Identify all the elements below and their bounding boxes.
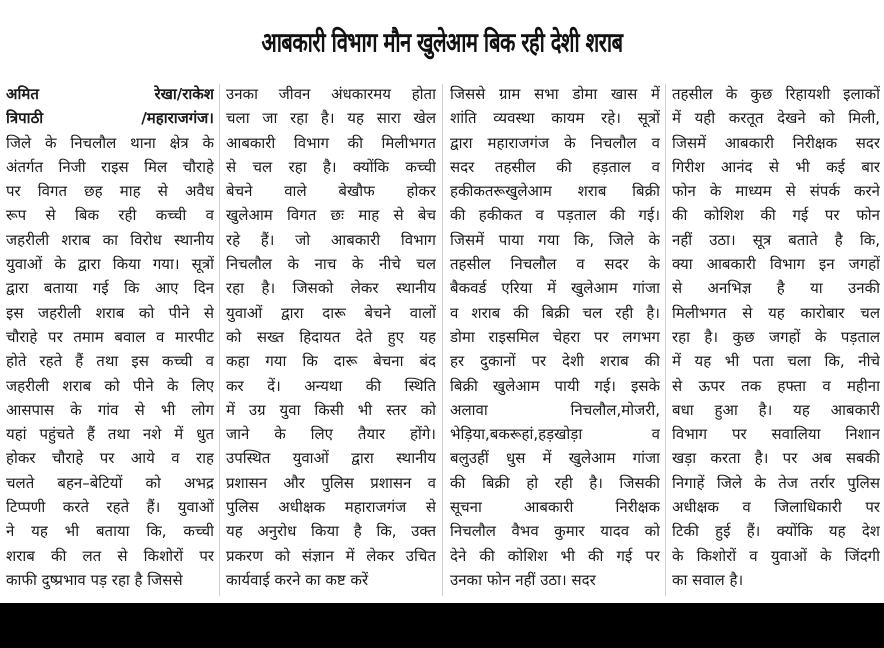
article-text-line: बलुउहीं धुस में खुलेआम गांजा [450,449,660,468]
article-text-line: जहरीली शराब का विरोध स्थानीय [6,230,214,249]
article-text-line: उनका जीवन अंधकारमय होता [226,85,436,103]
article-text-line: बधा हुआ है। यह आबकारी [672,400,880,419]
article-text-line: जिससे ग्राम सभा डोमा खास में [450,85,660,103]
article-text-line: निगाहें जिले के तेज तर्रार पुलिस [672,473,880,492]
article-text-line: बैकवर्ड एरिया में खुलेआम गांजा [450,279,660,298]
article-text-line: टिप्पणी करते रहते हैं। युवाओं [6,498,214,517]
article-text-line: में यह भी पता चला कि, नीचे [672,352,880,371]
article-text-line: सदर तहसील की हड़ताल व [450,157,660,176]
article-text-line: द्वारा बताया गई कि आए दिन [6,279,214,298]
article-text-line: मिलीभगत से यह कारोबार चल [672,303,880,322]
article-text-line: होते रहते हैं तथा इस कच्ची व [6,352,214,371]
article-text-line: जिसमें पाया गया कि, जिले के [450,230,660,249]
article-text-line: यहां पहुंचते हैं तथा नशे में धुत [6,425,214,444]
article-text-line: प्रकरण को संज्ञान में लेकर उचित [226,546,436,565]
article-text-line: आसपास के गांव से भी लोग [6,400,214,419]
article-text-line: उपस्थित युवाओं द्वारा स्थानीय [226,449,436,468]
article-text-line: टिकी हुई हैं। क्योंकि यह देश [672,522,880,541]
article-text-line: चलते बहन–बेटियों को अभद्र [6,473,214,492]
article-text-line: की हकीकत व पड़ताल की गई। [450,206,660,225]
article-text-line: जिले के निचलौल थाना क्षेत्र के [6,133,214,152]
article-text-line: तहसील निचलौल व सदर के [450,255,660,274]
article-text-line: यह अनुरोध किया है कि, उक्त [226,522,436,541]
article-text-line: पुलिस अधीक्षक महाराजगंज से [226,498,436,517]
article-text-line: व शराब की बिक्री चल रही है। [450,303,660,322]
article-text-line: हर दुकानों पर देशी शराब की [450,352,660,371]
article-text-line: चौराहे पर तमाम बवाल व मारपीट [6,327,214,346]
article-text-line: के किशोरों व युवाओं के जिंदगी [672,546,880,565]
article-text-line: क्या आबकारी विभाग इन जगहों [672,255,880,274]
article-text-line: चला जा रहा है। यह सारा खेल [226,109,436,128]
article-text-line: का सवाल है। [672,570,744,589]
article-text-line: प्रशासन और पुलिस प्रशासन व [226,473,436,492]
article-text-line: निचलौल वैभव कुमार यादव को [450,522,660,541]
article-text-line: खुलेआम विगत छः माह से बेच [226,206,436,225]
article-text-line: इस जहरीली शराब को पीने से [6,303,214,322]
article-text-line: तहसील के कुछ रिहायशी इलाकों [672,85,880,103]
article-text-line: सूचना आबकारी निरीक्षक [450,498,660,517]
article-text-line: उनका फोन नहीं उठा। सदर [450,570,596,589]
byline-line: अमित रेखा/राकेश [6,85,214,103]
article-text-line: नहीं उठा। सूत्र बताते है कि, [672,230,880,249]
article-text-line: जाने के लिए तैयार होंगे। [226,425,436,444]
article-text-line: में उग्र युवा किसी भी स्तर को [226,400,436,419]
column-divider [665,84,666,596]
article-text-line: से ऊपर तक हफ्ता व महीना [672,376,880,395]
article-text-line: जहरीली शराब को पीने के लिए [6,376,214,395]
article-text-line: युवाओं के द्वारा किया गया। सूत्रों [6,255,214,274]
article-text-line: भेड़िया,बकरूहां,हड़खोड़ा व [450,425,660,444]
article-text-line: से चल रहा है। क्योंकि कच्ची [226,157,436,176]
article-text-line: रूप से बिक रही कच्ची व [6,206,214,225]
article-text-line: ने यह भी बताया कि, कच्ची [6,522,214,541]
headline: आबकारी विभाग मौन खुलेआम बिक रही देशी शराब [261,25,623,59]
article-text-line: को सख्त हिदायत देते हुए यह [226,327,436,346]
article-text-line: फोन के माध्यम से संपर्क करने [672,182,880,201]
article-text-line: रहे हैं। जो आबकारी विभाग [226,230,436,249]
article-text-line: द्वारा महाराजगंज के निचलौल व [450,133,660,152]
article-text-line: शांति व्यवस्था कायम रहे। सूत्रों [450,109,660,128]
article-text-line: आबकारी विभाग की मिलीभगत [226,133,436,152]
article-text-line: की कोशिश की गई पर फोन [672,206,880,225]
article-text-line: निचलौल के नाच के नीचे चल [226,255,436,274]
article-text-line: अंतर्गत निजी राइस मिल चौराहे [6,157,214,176]
article-text-line: जिसमें आबकारी निरीक्षक सदर [672,133,880,152]
article-text-line: कर दें। अन्यथा की स्थिति [226,376,436,395]
article-text-line: विभाग पर सवालिया निशान [672,425,880,444]
article-text-line: देने की कोशिश भी की गई पर [450,546,660,565]
byline-line: त्रिपाठी /महाराजगंज। [6,109,214,128]
article-text-line: रहा है। कुछ जगहों के पड़ताल [672,327,880,346]
article-text-line: डोमा राइसमिल चेहरा पर लगभग [450,327,660,346]
article-text-line: रहा है। जिसको लेकर स्थानीय [226,279,436,298]
article-text-line: बेचने वाले बेखौफ होकर [226,182,436,201]
column-divider [219,84,220,596]
article-column-3 [450,82,660,600]
article-column-2 [226,82,436,600]
article-text-line: अधीक्षक व जिलाधिकारी पर [672,498,880,517]
article-text-line: गिरीश आनंद से भी कई बार [672,157,880,176]
column-divider [442,84,443,596]
article-text-line: पर विगत छह माह से अवैध [6,182,214,201]
article-text-line: शराब की लत से किशोरों पर [6,546,214,565]
article-text-line: में यही करतूत देखने को मिली, [672,109,880,128]
article-text-line: से अनभिज्ञ है या उनकी [672,279,880,298]
article-column-4 [672,82,880,600]
article-text-line: हकीकतरूखुलेआम शराब बिक्री [450,182,660,201]
article-text-line: काफी दुष्प्रभाव पड़ रहा है जिससे [6,570,183,589]
article-text-line: कार्यवाई करने का कष्ट करें [226,570,369,589]
article-text-line: युवाओं द्वारा दारू बेचने वालों [226,303,436,322]
article-text-line: खड़ा करता है। पर अब सबकी [672,449,880,468]
article-text-line: कहा गया कि दारू बेचना बंद [226,352,436,371]
article-column-1 [6,82,214,600]
article-text-line: बिक्री खुलेआम पायी गई। इसके [450,376,660,395]
article-text-line: की बिक्री हो रही है। जिसकी [450,473,660,492]
article-text-line: होकर चौराहे पर आये व राह [6,449,214,468]
article-text-line: अलावा निचलौल,मोजरी, [450,400,660,419]
